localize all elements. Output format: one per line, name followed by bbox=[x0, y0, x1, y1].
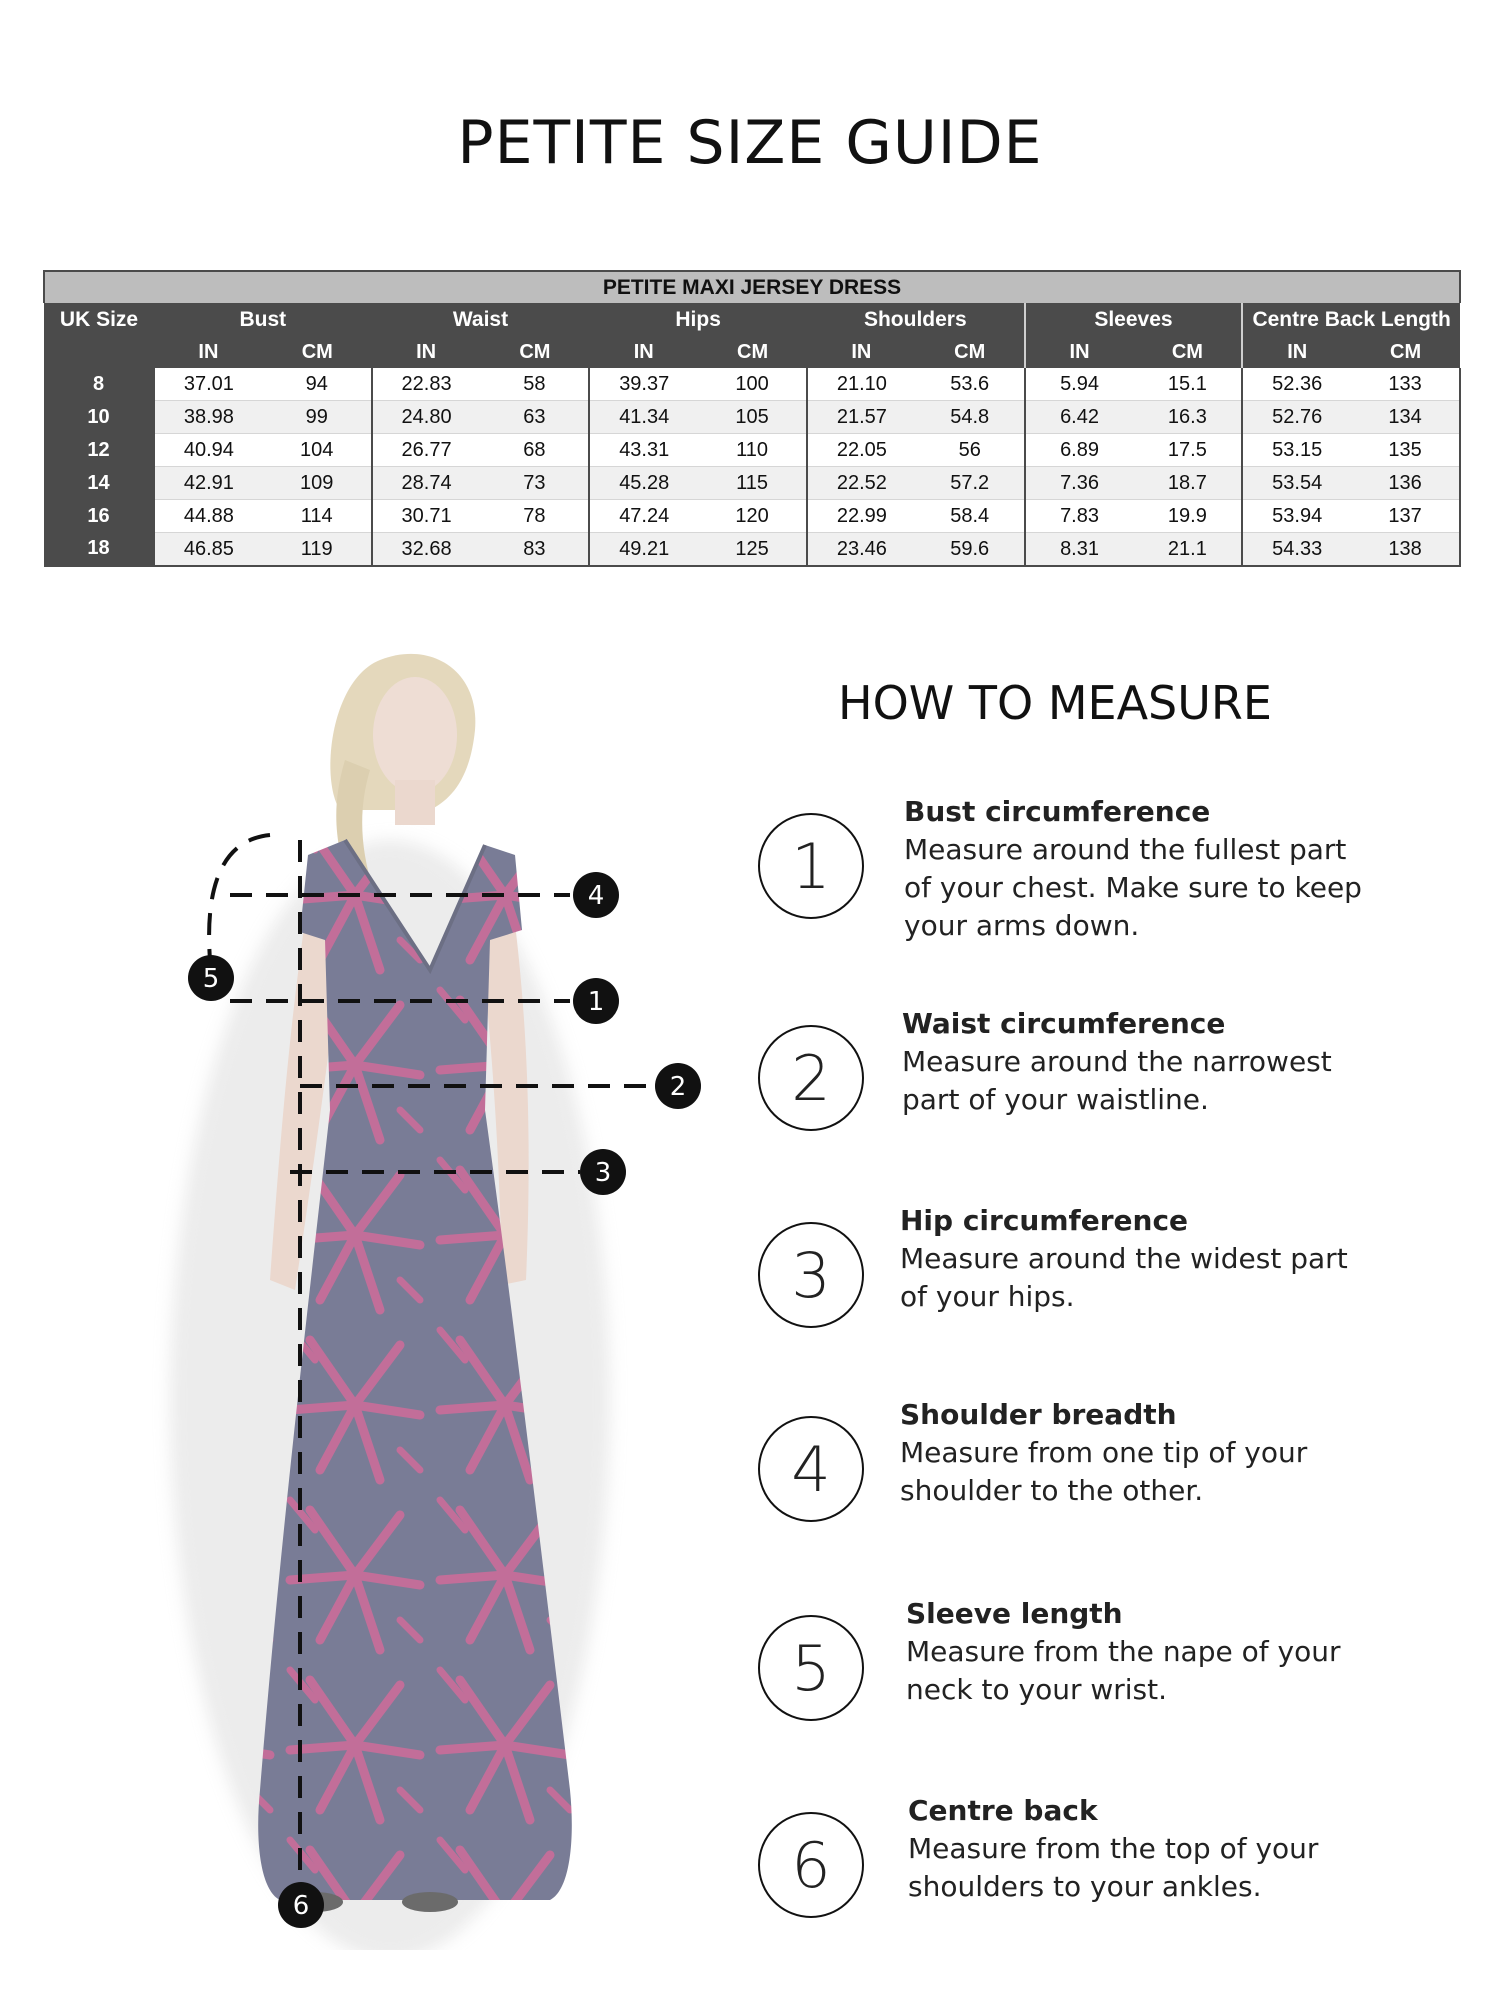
step-title: Bust circumference bbox=[904, 795, 1211, 828]
step-description-line: of your hips. bbox=[900, 1280, 1075, 1313]
table-group-header-row bbox=[44, 303, 1460, 336]
step-description-line: Measure around the fullest part bbox=[904, 833, 1347, 866]
marker-4 bbox=[573, 872, 619, 918]
measurement-cell: 57.2 bbox=[916, 467, 1025, 500]
uk-size-header: UK Size bbox=[44, 303, 154, 336]
measurement-cell: 22.83 bbox=[372, 368, 481, 401]
measure-step-waist bbox=[758, 1007, 1478, 1165]
measurement-cell: 134 bbox=[1351, 401, 1460, 434]
measurement-cell: 24.80 bbox=[372, 401, 481, 434]
step-number-circle: 4 bbox=[758, 1416, 864, 1522]
measurement-cell: 137 bbox=[1351, 500, 1460, 533]
measure-step-hips bbox=[758, 1204, 1478, 1362]
step-description-line: neck to your wrist. bbox=[906, 1673, 1168, 1706]
marker-2 bbox=[655, 1063, 701, 1109]
measurement-cell: 37.01 bbox=[154, 368, 263, 401]
table-product-row bbox=[44, 271, 1460, 303]
measurement-cell: 54.8 bbox=[916, 401, 1025, 434]
svg-text:1: 1 bbox=[587, 987, 605, 1017]
measurement-cell: 28.74 bbox=[372, 467, 481, 500]
measurement-cell: 42.91 bbox=[154, 467, 263, 500]
size-table-body bbox=[44, 368, 1460, 566]
step-number-circle: 5 bbox=[758, 1615, 864, 1721]
group-header-hips: Hips bbox=[589, 303, 807, 336]
group-header-sleeves: Sleeves bbox=[1025, 303, 1243, 336]
step-title: Waist circumference bbox=[902, 1007, 1226, 1040]
measurement-cell: 39.37 bbox=[589, 368, 698, 401]
product-title: PETITE MAXI JERSEY DRESS bbox=[44, 271, 1460, 303]
step-number-circle: 1 bbox=[758, 813, 864, 919]
marker-1 bbox=[573, 978, 619, 1024]
measurement-cell: 44.88 bbox=[154, 500, 263, 533]
table-row bbox=[44, 467, 1460, 500]
unit-header: IN bbox=[807, 336, 916, 368]
table-row bbox=[44, 533, 1460, 567]
measurement-cell: 58.4 bbox=[916, 500, 1025, 533]
measurement-cell: 38.98 bbox=[154, 401, 263, 434]
measurement-cell: 6.42 bbox=[1025, 401, 1134, 434]
measurement-cell: 21.57 bbox=[807, 401, 916, 434]
step-title: Sleeve length bbox=[906, 1597, 1123, 1630]
unit-header: CM bbox=[1351, 336, 1460, 368]
measurement-cell: 114 bbox=[263, 500, 372, 533]
step-number-circle: 3 bbox=[758, 1222, 864, 1328]
step-description-line: Measure around the narrowest bbox=[902, 1045, 1332, 1078]
measurement-cell: 115 bbox=[698, 467, 807, 500]
step-text bbox=[900, 1396, 1460, 1510]
measurement-cell: 68 bbox=[480, 434, 589, 467]
measurement-cell: 21.10 bbox=[807, 368, 916, 401]
group-header-waist: Waist bbox=[372, 303, 590, 336]
svg-text:2: 2 bbox=[669, 1072, 687, 1102]
size-chart-table bbox=[43, 270, 1461, 567]
measurement-cell: 104 bbox=[263, 434, 372, 467]
measurement-cell: 53.94 bbox=[1242, 500, 1351, 533]
measurement-cell: 43.31 bbox=[589, 434, 698, 467]
measurement-cell: 30.71 bbox=[372, 500, 481, 533]
page-title: PETITE SIZE GUIDE bbox=[457, 108, 1043, 178]
svg-text:6: 6 bbox=[292, 1891, 310, 1921]
measurement-cell: 119 bbox=[263, 533, 372, 567]
unit-header: IN bbox=[372, 336, 481, 368]
measurement-cell: 5.94 bbox=[1025, 368, 1134, 401]
step-title: Shoulder breadth bbox=[900, 1398, 1177, 1431]
measurement-cell: 83 bbox=[480, 533, 589, 567]
measurement-cell: 100 bbox=[698, 368, 807, 401]
step-description-line: shoulder to the other. bbox=[900, 1474, 1204, 1507]
step-number-circle: 6 bbox=[758, 1812, 864, 1918]
svg-text:3: 3 bbox=[594, 1158, 612, 1188]
measurement-cell: 58 bbox=[480, 368, 589, 401]
measurement-cell: 22.05 bbox=[807, 434, 916, 467]
measurement-cell: 18.7 bbox=[1133, 467, 1242, 500]
step-number-circle: 2 bbox=[758, 1025, 864, 1131]
measurement-cell: 110 bbox=[698, 434, 807, 467]
unit-header: CM bbox=[916, 336, 1025, 368]
measurement-cell: 6.89 bbox=[1025, 434, 1134, 467]
step-text bbox=[900, 1202, 1460, 1316]
measurement-cell: 7.83 bbox=[1025, 500, 1134, 533]
measurement-cell: 136 bbox=[1351, 467, 1460, 500]
table-row bbox=[44, 500, 1460, 533]
measurement-cell: 21.1 bbox=[1133, 533, 1242, 567]
figure-overlay bbox=[130, 640, 730, 1950]
measure-step-bust bbox=[758, 795, 1478, 953]
measure-step-centre-back bbox=[758, 1794, 1478, 1952]
step-description-line: shoulders to your ankles. bbox=[908, 1870, 1262, 1903]
measurement-cell: 32.68 bbox=[372, 533, 481, 567]
unit-header: CM bbox=[263, 336, 372, 368]
measurement-cell: 133 bbox=[1351, 368, 1460, 401]
measurement-cell: 22.99 bbox=[807, 500, 916, 533]
measurement-cell: 78 bbox=[480, 500, 589, 533]
unit-spacer bbox=[44, 336, 154, 368]
unit-header: IN bbox=[589, 336, 698, 368]
step-title: Hip circumference bbox=[900, 1204, 1189, 1237]
how-to-measure-title: HOW TO MEASURE bbox=[838, 676, 1272, 730]
step-description-line: your arms down. bbox=[904, 909, 1140, 942]
measurement-cell: 109 bbox=[263, 467, 372, 500]
measurement-cell: 17.5 bbox=[1133, 434, 1242, 467]
measurement-cell: 49.21 bbox=[589, 533, 698, 567]
measurement-cell: 23.46 bbox=[807, 533, 916, 567]
measurement-cell: 7.36 bbox=[1025, 467, 1134, 500]
size-cell: 12 bbox=[44, 434, 154, 467]
marker-5 bbox=[188, 955, 234, 1001]
group-header-shoulders: Shoulders bbox=[807, 303, 1025, 336]
step-text bbox=[904, 793, 1464, 945]
step-description-line: of your chest. Make sure to keep bbox=[904, 871, 1362, 904]
measurement-cell: 105 bbox=[698, 401, 807, 434]
measurement-cell: 138 bbox=[1351, 533, 1460, 567]
size-cell: 8 bbox=[44, 368, 154, 401]
measurement-cell: 63 bbox=[480, 401, 589, 434]
group-header-bust: Bust bbox=[154, 303, 372, 336]
measurement-cell: 59.6 bbox=[916, 533, 1025, 567]
measurement-cell: 15.1 bbox=[1133, 368, 1242, 401]
marker-6 bbox=[278, 1882, 324, 1928]
measurement-cell: 41.34 bbox=[589, 401, 698, 434]
step-description-line: Measure from one tip of your bbox=[900, 1436, 1308, 1469]
table-row bbox=[44, 434, 1460, 467]
model-figure bbox=[130, 640, 730, 1950]
measurement-cell: 125 bbox=[698, 533, 807, 567]
unit-header: IN bbox=[1242, 336, 1351, 368]
measurement-cell: 52.76 bbox=[1242, 401, 1351, 434]
measure-step-sleeve bbox=[758, 1597, 1478, 1755]
unit-header: CM bbox=[480, 336, 589, 368]
table-row bbox=[44, 401, 1460, 434]
group-header-centre-back-length: Centre Back Length bbox=[1242, 303, 1460, 336]
step-text bbox=[908, 1792, 1468, 1906]
measurement-cell: 56 bbox=[916, 434, 1025, 467]
measurement-cell: 99 bbox=[263, 401, 372, 434]
measurement-cell: 94 bbox=[263, 368, 372, 401]
unit-header: IN bbox=[154, 336, 263, 368]
step-text bbox=[902, 1005, 1462, 1119]
measurement-cell: 53.54 bbox=[1242, 467, 1351, 500]
measurement-cell: 26.77 bbox=[372, 434, 481, 467]
table-row bbox=[44, 368, 1460, 401]
measurement-cell: 73 bbox=[480, 467, 589, 500]
step-text bbox=[906, 1595, 1466, 1709]
measurement-cell: 47.24 bbox=[589, 500, 698, 533]
size-cell: 10 bbox=[44, 401, 154, 434]
size-cell: 14 bbox=[44, 467, 154, 500]
svg-text:4: 4 bbox=[587, 881, 605, 911]
step-description-line: part of your waistline. bbox=[902, 1083, 1209, 1116]
marker-3 bbox=[580, 1149, 626, 1195]
svg-text:5: 5 bbox=[202, 964, 220, 994]
measurement-cell: 45.28 bbox=[589, 467, 698, 500]
measurement-cell: 16.3 bbox=[1133, 401, 1242, 434]
measurement-cell: 19.9 bbox=[1133, 500, 1242, 533]
measurement-cell: 52.36 bbox=[1242, 368, 1351, 401]
measurement-cell: 40.94 bbox=[154, 434, 263, 467]
unit-header: CM bbox=[1133, 336, 1242, 368]
size-cell: 16 bbox=[44, 500, 154, 533]
size-cell: 18 bbox=[44, 533, 154, 567]
step-description-line: Measure from the top of your bbox=[908, 1832, 1319, 1865]
measurement-cell: 53.15 bbox=[1242, 434, 1351, 467]
unit-header: IN bbox=[1025, 336, 1134, 368]
measurement-cell: 120 bbox=[698, 500, 807, 533]
measure-step-shoulder bbox=[758, 1398, 1478, 1556]
measurement-cell: 53.6 bbox=[916, 368, 1025, 401]
measurement-cell: 54.33 bbox=[1242, 533, 1351, 567]
step-title: Centre back bbox=[908, 1794, 1098, 1827]
unit-header: CM bbox=[698, 336, 807, 368]
measurement-cell: 46.85 bbox=[154, 533, 263, 567]
measurement-cell: 135 bbox=[1351, 434, 1460, 467]
measurement-cell: 8.31 bbox=[1025, 533, 1134, 567]
table-unit-row bbox=[44, 336, 1460, 368]
measurement-cell: 22.52 bbox=[807, 467, 916, 500]
step-description-line: Measure from the nape of your bbox=[906, 1635, 1341, 1668]
step-description-line: Measure around the widest part bbox=[900, 1242, 1348, 1275]
